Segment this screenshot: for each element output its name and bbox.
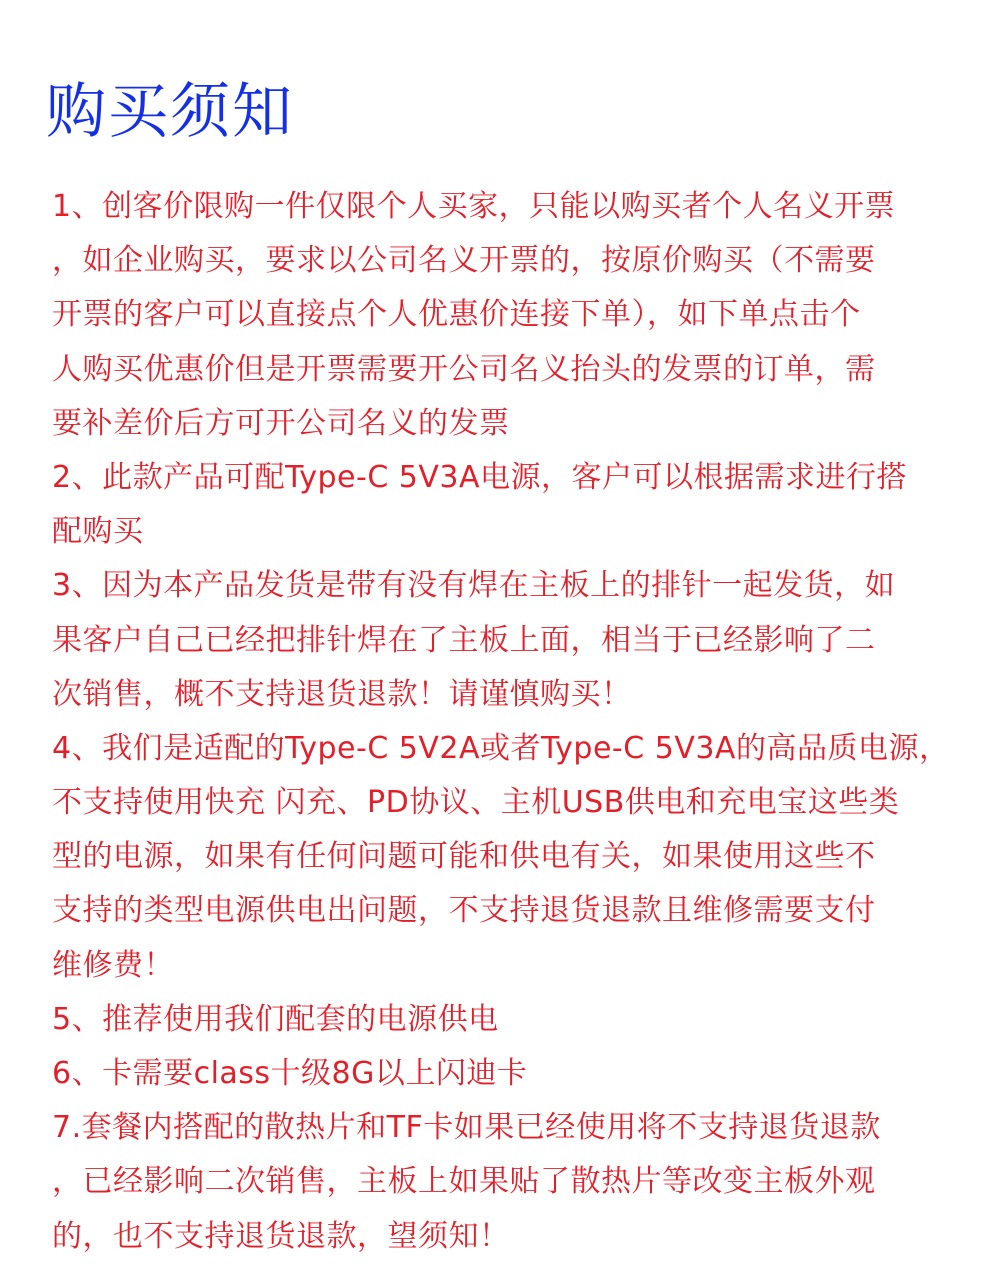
notice-line: 支持的类型电源供电出问题，不支持退货退款且维修需要支付	[52, 893, 876, 929]
notice-line: 人购买优惠价但是开票需要开公司名义抬头的发票的订单，需	[52, 351, 876, 387]
notice-line: 维修费！	[52, 947, 174, 983]
page-title: 购买须知	[46, 77, 294, 147]
notice-line: 的，也不支持退货退款，望须知！	[52, 1218, 510, 1254]
notice-line: 6、卡需要class十级8G以上闪迪卡	[52, 1056, 528, 1091]
notice-line: ，如企业购买，要求以公司名义开票的，按原价购买（不需要	[52, 243, 876, 279]
notice-line: 4、我们是适配的Type-C 5V2A或者Type-C 5V3A的高品质电源，	[52, 730, 950, 766]
notice-line: 次销售，概不支持退货退款！请谨慎购买！	[52, 676, 632, 712]
notice-line: 不支持使用快充 闪充、PD协议、主机USB供电和充电宝这些类	[52, 785, 900, 821]
notice-line: 3、因为本产品发货是带有没有焊在主板上的排针一起发货，如	[52, 568, 896, 604]
notice-line: 1、创客价限购一件仅限个人买家，只能以购买者个人名义开票	[52, 189, 896, 224]
notice-text-block	[52, 180, 952, 1264]
notice-line: 开票的客户可以直接点个人优惠价连接下单），如下单点击个	[52, 297, 861, 333]
notice-line: 果客户自己已经把排针焊在了主板上面，相当于已经影响了二	[52, 622, 876, 658]
notice-line: 配购买	[52, 514, 144, 550]
notice-line: 7.套餐内搭配的散热片和TF卡如果已经使用将不支持退货退款	[52, 1110, 881, 1146]
notice-line: ，已经影响二次销售，主板上如果贴了散热片等改变主板外观	[52, 1164, 876, 1200]
notice-line: 5、推荐使用我们配套的电源供电	[52, 1001, 499, 1037]
notice-line: 2、此款产品可配Type-C 5V3A电源，客户可以根据需求进行搭	[52, 459, 908, 495]
notice-line: 型的电源，如果有任何问题可能和供电有关，如果使用这些不	[52, 839, 876, 875]
notice-line: 要补差价后方可开公司名义的发票	[52, 405, 510, 441]
